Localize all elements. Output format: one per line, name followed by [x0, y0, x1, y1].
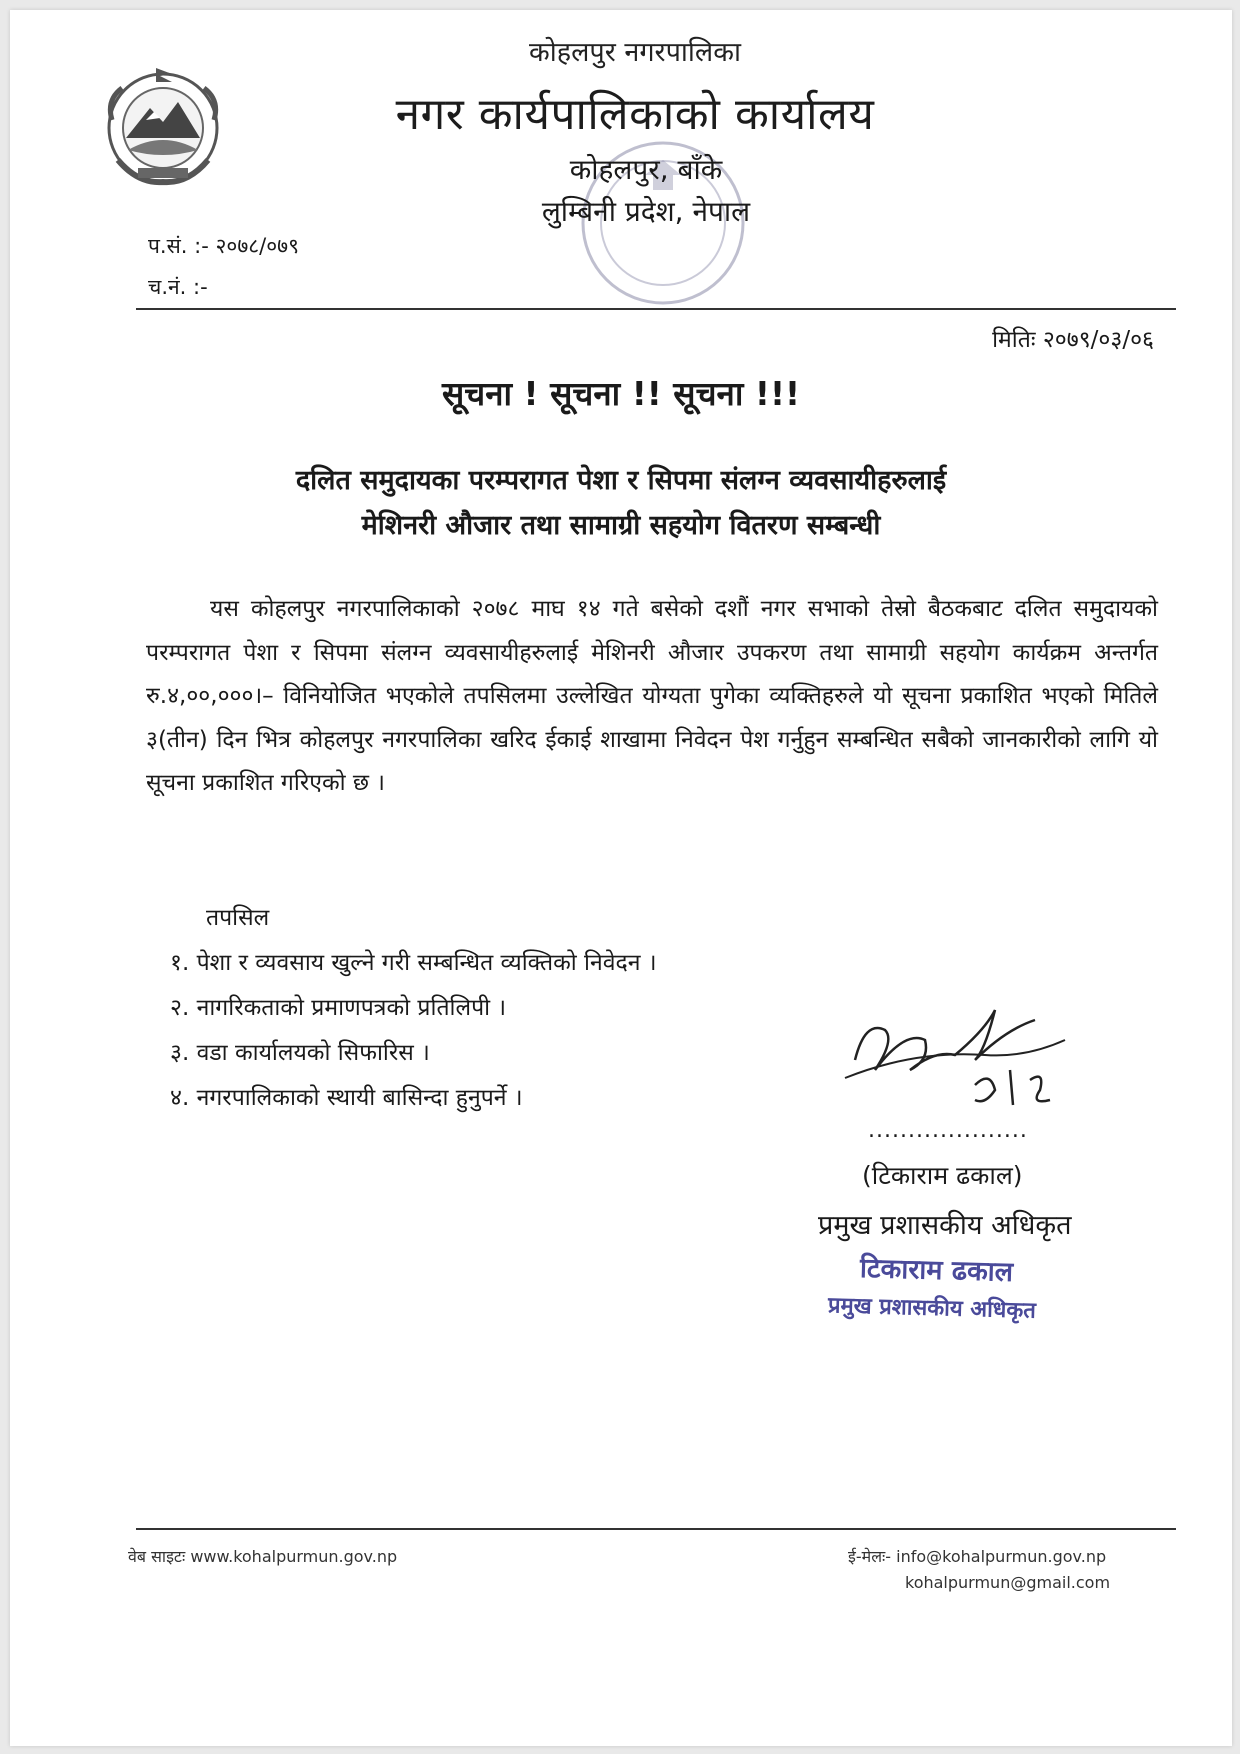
subject-line-1: दलित समुदायका परम्परागत पेशा र सिपमा संलग्न व्यवसायीहरुलाई [295, 465, 947, 496]
annex-label: तपसिल [206, 905, 270, 931]
letter-date: मितिः २०७९/०३/०६ [992, 327, 1154, 353]
subject-line-2: मेशिनरी औजार तथा सामाग्री सहयोग वितरण सम्बन्धी [361, 510, 881, 541]
notice-heading: सूचना ! सूचना !! सूचना !!! [441, 374, 801, 413]
annex-list [170, 945, 657, 1125]
letter-reference-number: प.सं. :- २०७८/०७९ [148, 234, 299, 258]
footer-email-primary: ई-मेलः- info@kohalpurmun.gov.np [848, 1547, 1107, 1566]
footer-email-secondary: kohalpurmun@gmail.com [905, 1573, 1111, 1592]
municipality-name: कोहलपुर नगरपालिका [529, 37, 741, 68]
stamp-signer-name: टिकाराम ढकाल [859, 1253, 1014, 1288]
annex-item: ४. नगरपालिकाको स्थायी बासिन्दा हुनुपर्ने । [170, 1085, 523, 1111]
annex-item: २. नागरिकताको प्रमाणपत्रको प्रतिलिपी । [170, 995, 507, 1021]
office-address-province: लुम्बिनी प्रदेश, नेपाल [541, 195, 751, 228]
footer-website: वेब साइटः www.kohalpurmun.gov.np [128, 1547, 398, 1566]
header-divider [136, 308, 1176, 310]
stamp-signer-title: प्रमुख प्रशासकीय अधिकृत [827, 1293, 1037, 1324]
office-name: नगर कार्यपालिकाको कार्यालय [395, 89, 875, 140]
letter-page [10, 10, 1232, 1746]
footer-divider [136, 1528, 1176, 1530]
annex-item: १. पेशा र व्यवसाय खुल्ने गरी सम्बन्धित व्यक्तिको निवेदन । [170, 950, 657, 976]
handwritten-signature-icon [835, 1000, 1085, 1120]
dispatch-number: च.नं. :- [148, 275, 208, 299]
notice-body: यस कोहलपुर नगरपालिकाको २०७८ माघ १४ गते बसेको दशौं नगर सभाको तेस्रो बैठकबाट दलित समुदायको परम्परागत पेशा र सिपमा संलग्न व्यवसायीहरुलाई मेशिनरी औजार उपकरण तथा सामाग्री सहयोग कार्यक्रम अन्तर्गत रु.४,००,०००।– विनियोजित भएकोले तपसिलमा उल्लेखित योग्यता पुगेका व्यक्तिहरुले यो सूचना प्रकाशित भएको मितिले ३(तीन) दिन भित्र कोहलपुर नगरपालिका खरिद ईकाई शाखामा निवेदन पेश गर्नुहुन सम्बन्धित सबैको जानकारीको लागि यो सूचना प्रकाशित गरिएको छ । [146, 596, 1158, 796]
annex-item: ३. वडा कार्यालयको सिफारिस । [170, 1040, 430, 1066]
signer-name: (टिकाराम ढकाल) [862, 1161, 1023, 1190]
signer-title: प्रमुख प्रशासकीय अधिकृत [818, 1210, 1072, 1241]
signature-dots: .................... [868, 1118, 1028, 1143]
office-address-city: कोहलपुर, बाँके [569, 153, 723, 186]
